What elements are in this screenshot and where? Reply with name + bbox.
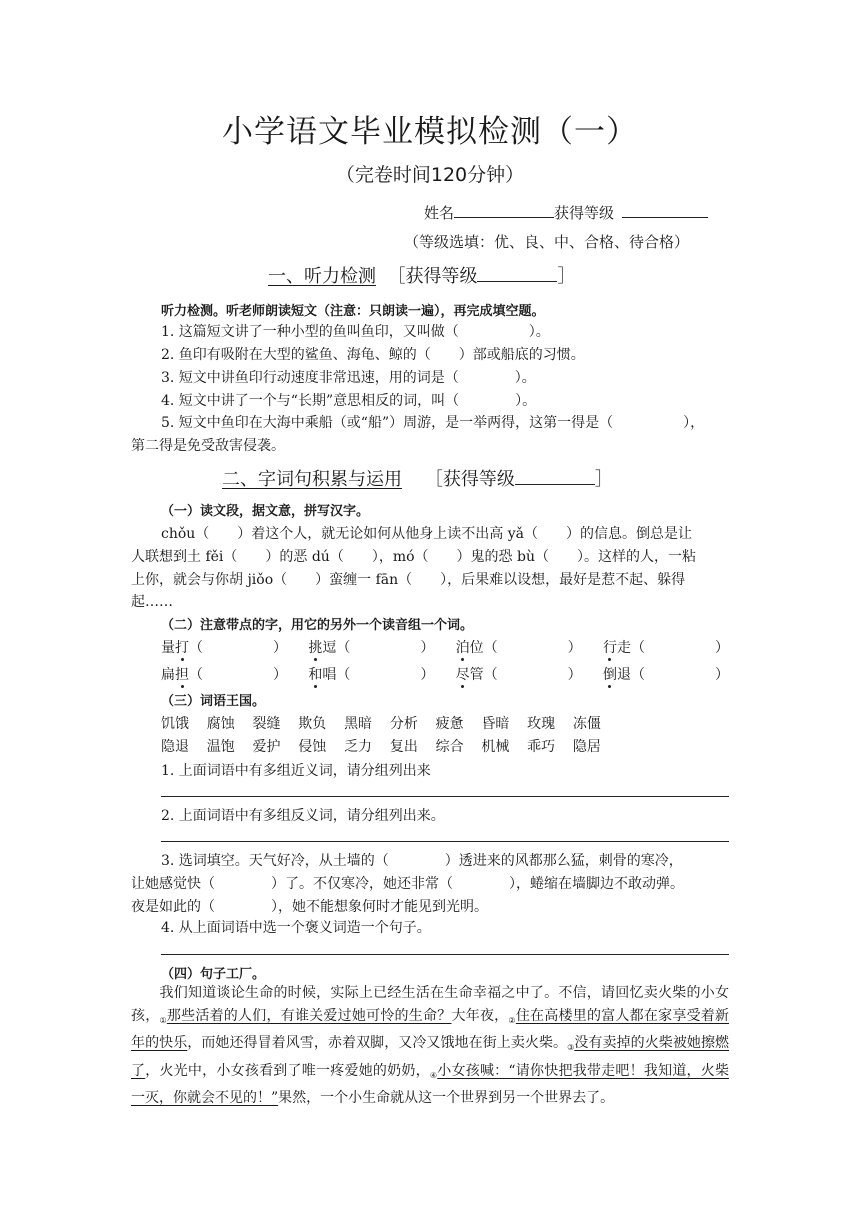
section2-grade-label: ［获得等级 bbox=[424, 469, 515, 490]
word: 复出 bbox=[389, 739, 418, 755]
part1-line3: 上你，就会与你胡 jiǒo（ ）蛮缠一 fān（ ），后果难以设想，最好是惹不起、躲得 bbox=[131, 572, 686, 588]
section2-grade-close: ］ bbox=[594, 469, 613, 490]
section1-heading-line bbox=[268, 262, 575, 288]
page-title: 小学语文毕业模拟检测（一） bbox=[222, 114, 638, 150]
word: 冻僵 bbox=[572, 716, 601, 732]
polyphone-item: 尽管（ ） bbox=[455, 667, 582, 683]
page-subtitle: （完卷时间120分钟） bbox=[335, 164, 525, 186]
polyphone-item: 量打（ ） bbox=[161, 640, 287, 656]
word: 爱护 bbox=[252, 739, 281, 755]
polyphone-item: 挑逗（ ） bbox=[308, 640, 435, 656]
section1-q5b: 第二得是免受敌害侵袭。 bbox=[131, 438, 285, 454]
section1-heading: 一、听力检测 bbox=[268, 266, 376, 287]
word: 隐居 bbox=[572, 739, 601, 755]
polyphone-item: 扁担（ ） bbox=[161, 667, 287, 683]
section1-q4: 4. 短文中讲了一个与“长期”意思相反的词，叫（ ）。 bbox=[161, 393, 537, 409]
part1-line2: 人联想到土 fěi（ ）的恶 dú（ ），mó（ ）鬼的恐 bù（ ）。这样的人，一粘 bbox=[131, 549, 696, 565]
part3-q2: 2. 上面词语中有多组反义词，请分组列出来。 bbox=[161, 808, 445, 824]
polyphone-item: 倒退（ ） bbox=[602, 667, 729, 683]
section1-q3: 3. 短文中讲鱼印行动速度非常迅速，用的词是（ ）。 bbox=[161, 370, 536, 386]
word: 昏暗 bbox=[481, 716, 510, 732]
word: 裂缝 bbox=[252, 716, 281, 732]
word: 综合 bbox=[435, 739, 464, 755]
word: 饥饿 bbox=[161, 716, 189, 732]
section1-grade-label: ［获得等级 bbox=[387, 266, 478, 287]
word: 分析 bbox=[389, 716, 418, 732]
section2-grade-field[interactable] bbox=[515, 468, 595, 485]
word: 黑暗 bbox=[344, 716, 373, 732]
word: 温饱 bbox=[206, 739, 235, 755]
word: 乏力 bbox=[344, 739, 373, 755]
answer-line-q4[interactable] bbox=[161, 954, 729, 955]
polyphone-row-2 bbox=[161, 664, 729, 684]
word: 机械 bbox=[481, 739, 510, 755]
part1-line4: 起…… bbox=[131, 594, 173, 610]
part3-q3a: 3. 选词填空。天气好冷，从土墙的（ ）透进来的风都那么猛，刺骨的寒冷， bbox=[161, 853, 683, 869]
section2-heading-line bbox=[222, 465, 613, 491]
part3-q3c: 夜是如此的（ ），她不能想象何时才能见到光明。 bbox=[131, 899, 488, 915]
word-row-1 bbox=[161, 713, 601, 733]
grade-label: 获得等级 bbox=[554, 204, 615, 222]
answer-line-q1[interactable] bbox=[161, 796, 729, 797]
grade-field[interactable] bbox=[622, 203, 708, 218]
word: 玫瑰 bbox=[527, 716, 556, 732]
section1-q2: 2. 鱼印有吸附在大型的鲨鱼、海龟、鲸的（ ）部或船底的习惯。 bbox=[161, 347, 585, 363]
name-label: 姓名 bbox=[424, 204, 455, 222]
answer-line-q2[interactable] bbox=[161, 841, 729, 842]
marker-4: ④ bbox=[429, 1070, 438, 1080]
word: 隐退 bbox=[161, 739, 189, 755]
part3-q3b: 让她感觉快（ ）了。不仅寒冷，她还非常（ ），蜷缩在墙脚边不敢动弹。 bbox=[131, 876, 684, 892]
part3-title: （三）词语王国。 bbox=[161, 694, 266, 709]
word-row-2 bbox=[161, 736, 601, 756]
polyphone-item: 行走（ ） bbox=[602, 640, 729, 656]
student-info-line bbox=[424, 202, 708, 223]
grade-options-note: （等级选填：优、良、中、合格、待合格） bbox=[404, 233, 690, 251]
word: 欺负 bbox=[298, 716, 327, 732]
polyphone-row-1 bbox=[161, 637, 729, 657]
part2-title: （二）注意带点的字，用它的另外一个读音组一个词。 bbox=[161, 618, 474, 633]
section1-grade-close: ］ bbox=[557, 266, 576, 287]
marker-3: ③ bbox=[567, 1043, 575, 1052]
part4-passage: 我们知道谈论生命的时候，实际上已经生活在生命幸福之中了。不信，请回忆卖火柴的小女孩，$_①$那些活着的人们，有谁关爱过她可怜的生命？大年夜，$_②$住在高楼里的富人都在家享受着新年的快乐，而她还得冒着风雪，赤着双脚，又冷又饿地在街上卖火柴。$_③$没有卖掉的火柴被她擦燃了，火光中，小女孩看到了唯一疼爱她的奶奶，$_④$小女孩喊：“请你快把我带走吧！我知道，火柴一灭，你就会不见的！”果然，一个小生命就从这一个世界到另一个世界去了。 bbox=[131, 985, 730, 1106]
part1-line1: chǒu（ ）着这个人，就无论如何从他身上读不出高 yǎ（ ）的信息。倒总是让 bbox=[161, 526, 693, 542]
sentence-2: 住在高楼里的富人都在家享受着新年的快乐 bbox=[131, 1007, 730, 1051]
polyphone-item: 泊位（ ） bbox=[455, 640, 582, 656]
word: 乖巧 bbox=[527, 739, 556, 755]
section1-instruction: 听力检测。听老师朗读短文（注意：只朗读一遍），再完成填空题。 bbox=[161, 304, 545, 319]
name-field[interactable] bbox=[454, 203, 554, 218]
part1-title: （一）读文段，据文意，拼写汉字。 bbox=[161, 504, 370, 519]
section2-heading: 二、字词句积累与运用 bbox=[222, 469, 402, 490]
part4-title: （四）句子工厂。 bbox=[161, 967, 266, 982]
sentence-1: 那些活着的人们，有谁关爱过她可怜的生命？ bbox=[166, 1007, 452, 1024]
sentence-3: 没有卖掉的火柴被她擦燃了 bbox=[131, 1035, 730, 1079]
part3-q4: 4. 从上面词语中选一个褒义词造一个句子。 bbox=[161, 920, 431, 936]
section1-grade-field[interactable] bbox=[477, 265, 557, 282]
section1-q1: 1. 这篇短文讲了一种小型的鱼叫鱼印，又叫做（ ）。 bbox=[161, 324, 550, 340]
word: 腐蚀 bbox=[206, 716, 235, 732]
marker-2: ② bbox=[508, 1015, 516, 1025]
polyphone-item: 和唱（ ） bbox=[308, 667, 435, 683]
marker-1: ① bbox=[159, 1015, 167, 1025]
section1-q5a: 5. 短文中鱼印在大海中乘船（或“船”）周游，是一举两得，这第一得是（ ）， bbox=[161, 415, 705, 431]
sentence-4: 小女孩喊：“请你快把我带走吧！我知道，火柴一灭，你就会不见的！” bbox=[131, 1062, 730, 1106]
part3-q1: 1. 上面词语中有多组近义词，请分组列出来 bbox=[161, 763, 431, 779]
word: 疲惫 bbox=[435, 716, 464, 732]
word: 侵蚀 bbox=[298, 739, 327, 755]
